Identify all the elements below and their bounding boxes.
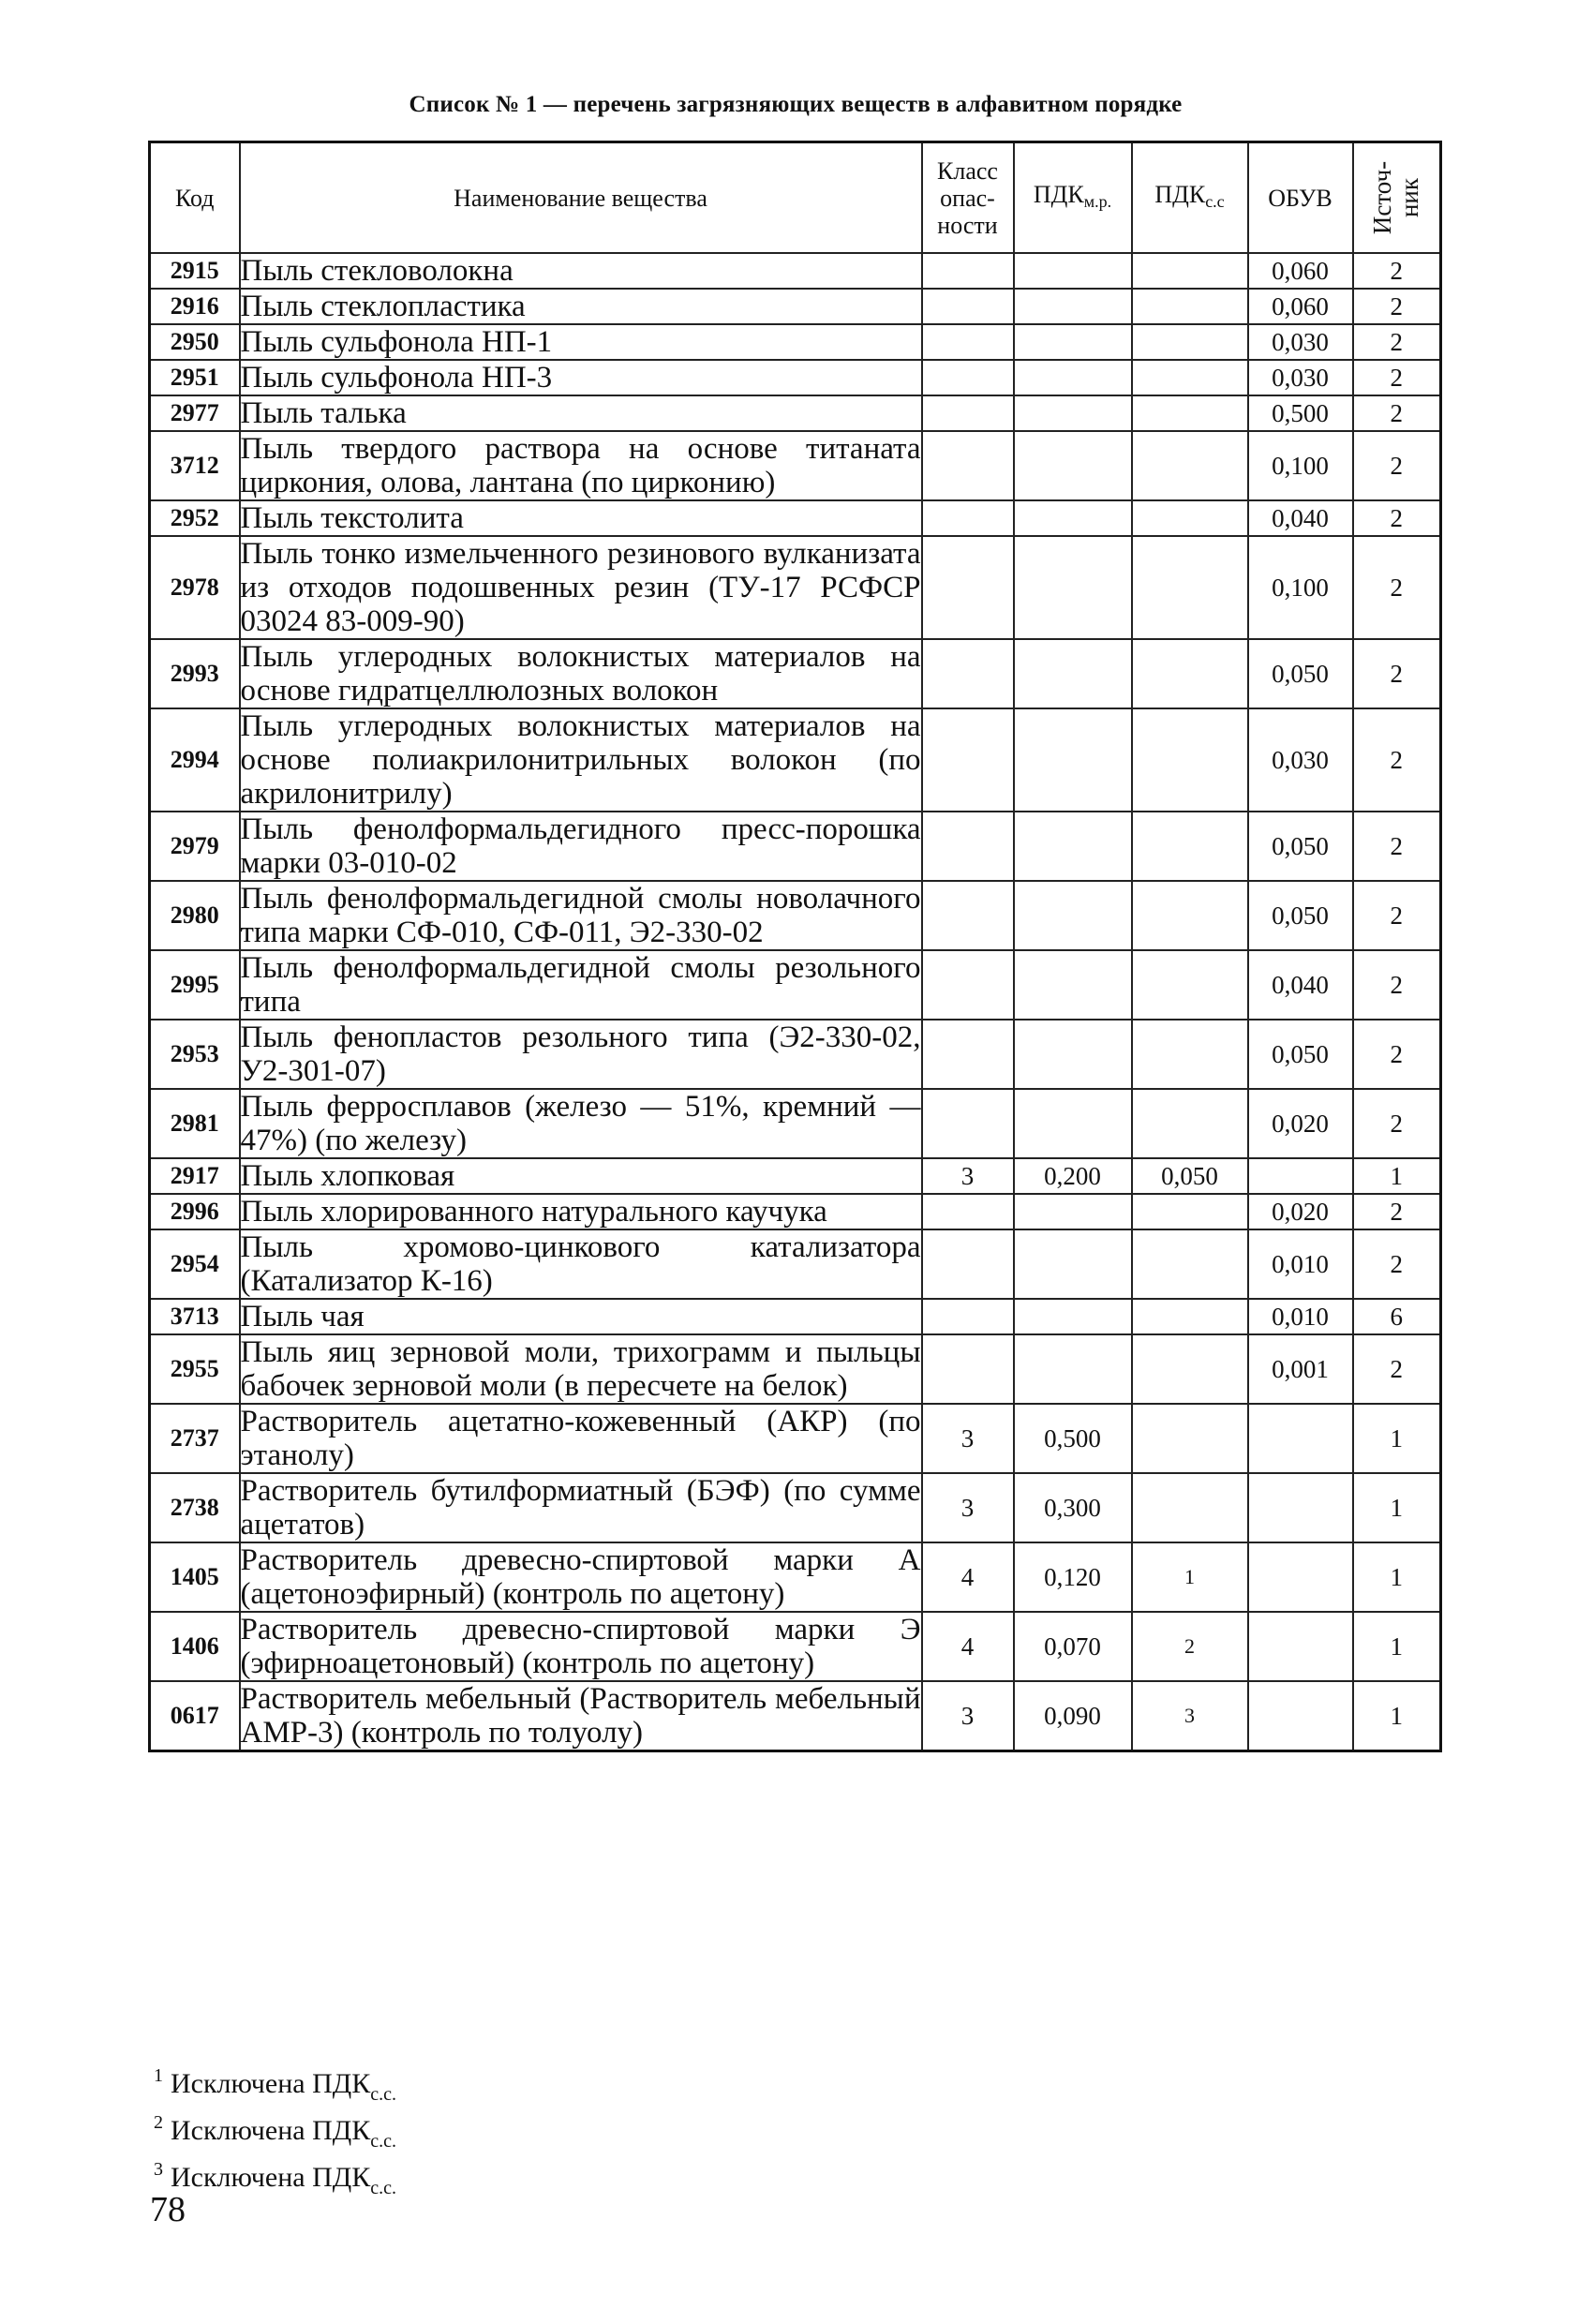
cell-code: 2738 [150,1473,240,1542]
cell-source: 1 [1353,1681,1441,1751]
cell-hazard-class [922,1299,1014,1334]
cell-source: 1 [1353,1158,1441,1194]
table-row [150,1158,1441,1194]
table-row [150,639,1441,708]
cell-code: 2951 [150,360,240,395]
cell-code: 3712 [150,431,240,500]
cell-pdk-ss [1132,1229,1248,1299]
table-row [150,1542,1441,1612]
cell-code: 2977 [150,395,240,431]
cell-hazard-class [922,950,1014,1020]
cell-obuv: 0,500 [1248,395,1353,431]
cell-obuv: 0,050 [1248,1020,1353,1089]
cell-source: 2 [1353,1089,1441,1158]
cell-pdk-ss [1132,536,1248,639]
footnote-sub: с.с. [370,2178,396,2198]
header-source-line2: ник [1395,177,1424,218]
cell-pdk-mr [1014,360,1132,395]
cell-name: Пыль текстолита [240,500,922,536]
cell-pdk-ss [1132,950,1248,1020]
cell-source: 2 [1353,431,1441,500]
header-pdk-ss-label: ПДК [1154,180,1206,208]
footnote-1 [154,2062,396,2108]
header-source-line1: Источ- [1368,160,1397,235]
header-hazard-class-line2: опас- [940,184,995,212]
cell-pdk-mr [1014,500,1132,536]
cell-name: Пыль углеродных волокнистых материалов на основе полиакрилонитрильных волокон (по акрилонитрилу) [240,709,921,811]
cell-pdk-ss: 0,050 [1132,1158,1248,1194]
cell-name: Пыль ферросплавов (железо — 51%, кремний — 47%) (по железу) [240,1090,921,1157]
footnote-mark: 2 [154,2112,163,2133]
cell-source: 1 [1353,1542,1441,1612]
cell-obuv: 0,050 [1248,639,1353,708]
cell-obuv: 0,040 [1248,500,1353,536]
cell-code: 3713 [150,1299,240,1334]
cell-name: Пыль стекловолокна [240,253,922,289]
cell-code: 2994 [150,708,240,812]
header-code: Код [150,142,240,254]
footnote-2 [154,2108,396,2155]
cell-code: 2996 [150,1194,240,1229]
cell-name: Пыль хлорированного натурального каучука [240,1194,922,1229]
cell-code: 2916 [150,289,240,324]
cell-hazard-class [922,253,1014,289]
cell-code: 2917 [150,1158,240,1194]
cell-obuv: 0,030 [1248,324,1353,360]
cell-pdk-ss [1132,431,1248,500]
table-row [150,950,1441,1020]
footnote-mark: 3 [154,2159,163,2180]
cell-hazard-class [922,1194,1014,1229]
cell-obuv [1248,1681,1353,1751]
cell-code: 2953 [150,1020,240,1089]
cell-name: Растворитель древесно-спиртовой марки А (ацетоноэфирный) (контроль по ацетону) [240,1543,921,1611]
footnotes [154,2062,396,2202]
cell-obuv: 0,010 [1248,1229,1353,1299]
cell-name: Пыль хромово-цинкового катализатора (Катализатор К-16) [240,1230,921,1298]
header-name: Наименование вещества [240,142,922,254]
table-row [150,1194,1441,1229]
cell-obuv: 0,050 [1248,812,1353,881]
cell-pdk-ss [1132,324,1248,360]
cell-code: 2915 [150,253,240,289]
cell-pdk-ss [1132,1404,1248,1473]
cell-pdk-mr: 0,500 [1014,1404,1132,1473]
table-body [150,253,1441,1751]
cell-pdk-mr: 0,120 [1014,1542,1132,1612]
footnote-text: Исключена ПДК [171,2068,371,2099]
cell-pdk-mr: 0,300 [1014,1473,1132,1542]
cell-name: Пыль талька [240,395,922,431]
table-row [150,1681,1441,1751]
cell-name: Растворитель мебельный (Растворитель мебельный АМР-3) (контроль по толуолу) [240,1682,921,1750]
cell-pdk-mr [1014,1334,1132,1404]
cell-pdk-ss [1132,1194,1248,1229]
cell-hazard-class [922,500,1014,536]
cell-pdk-mr [1014,536,1132,639]
table-row [150,500,1441,536]
cell-source: 2 [1353,1194,1441,1229]
header-pdk-mr [1014,142,1132,254]
header-pdk-mr-sub: м.р. [1083,191,1112,211]
cell-hazard-class [922,881,1014,950]
cell-hazard-class: 4 [922,1542,1014,1612]
header-row [150,142,1441,254]
cell-obuv [1248,1473,1353,1542]
cell-hazard-class [922,360,1014,395]
cell-hazard-class: 3 [922,1404,1014,1473]
cell-obuv [1248,1612,1353,1681]
cell-obuv: 0,020 [1248,1089,1353,1158]
cell-hazard-class [922,536,1014,639]
header-pdk-ss-sub: с.с [1205,191,1225,211]
table-row [150,1473,1441,1542]
cell-pdk-ss [1132,1334,1248,1404]
cell-code: 2737 [150,1404,240,1473]
cell-pdk-mr [1014,431,1132,500]
header-hazard-class [922,142,1014,254]
cell-pdk-mr [1014,253,1132,289]
cell-pdk-mr [1014,1089,1132,1158]
cell-pdk-mr [1014,1194,1132,1229]
cell-pdk-mr [1014,1299,1132,1334]
cell-pdk-ss: 3 [1132,1681,1248,1751]
cell-source: 2 [1353,395,1441,431]
cell-source: 2 [1353,639,1441,708]
cell-code: 2955 [150,1334,240,1404]
cell-name: Пыль твердого раствора на основе титаната циркония, олова, лантана (по цирконию) [240,432,921,499]
cell-hazard-class [922,431,1014,500]
cell-obuv: 0,001 [1248,1334,1353,1404]
cell-hazard-class: 4 [922,1612,1014,1681]
table-row [150,708,1441,812]
cell-name: Пыль сульфонола НП-1 [240,324,922,360]
cell-code: 1406 [150,1612,240,1681]
table-row [150,1334,1441,1404]
table-row [150,1020,1441,1089]
table-row [150,324,1441,360]
cell-pdk-ss: 1 [1132,1542,1248,1612]
cell-pdk-ss [1132,500,1248,536]
cell-pdk-mr [1014,324,1132,360]
cell-obuv: 0,040 [1248,950,1353,1020]
cell-pdk-mr: 0,090 [1014,1681,1132,1751]
cell-hazard-class [922,1089,1014,1158]
cell-name: Растворитель ацетатно-кожевенный (АКР) (по этанолу) [240,1405,921,1472]
cell-code: 1405 [150,1542,240,1612]
cell-source: 2 [1353,253,1441,289]
cell-source: 2 [1353,289,1441,324]
footnote-text: Исключена ПДК [171,2162,371,2193]
cell-name: Пыль углеродных волокнистых материалов на основе гидратцеллюлозных волокон [240,640,921,708]
cell-source: 6 [1353,1299,1441,1334]
cell-obuv: 0,020 [1248,1194,1353,1229]
cell-pdk-ss [1132,1020,1248,1089]
cell-obuv: 0,010 [1248,1299,1353,1334]
cell-source: 2 [1353,812,1441,881]
cell-name: Пыль яиц зерновой моли, трихограмм и пыльцы бабочек зерновой моли (в пересчете на белок) [240,1335,921,1403]
footnote-sub: с.с. [370,2131,396,2152]
cell-source: 2 [1353,360,1441,395]
cell-hazard-class [922,1334,1014,1404]
cell-hazard-class [922,289,1014,324]
cell-pdk-ss [1132,253,1248,289]
cell-source: 1 [1353,1473,1441,1542]
cell-pdk-ss [1132,708,1248,812]
cell-source: 2 [1353,324,1441,360]
table-row [150,812,1441,881]
cell-pdk-ss [1132,360,1248,395]
cell-code: 0617 [150,1681,240,1751]
table-row [150,1089,1441,1158]
cell-name: Растворитель древесно-спиртовой марки Э (эфирноацетоновый) (контроль по ацетону) [240,1613,921,1680]
cell-name: Пыль чая [240,1299,922,1334]
cell-pdk-ss [1132,1473,1248,1542]
cell-hazard-class [922,639,1014,708]
cell-pdk-ss [1132,1299,1248,1334]
cell-code: 2978 [150,536,240,639]
cell-pdk-mr: 0,200 [1014,1158,1132,1194]
cell-obuv: 0,030 [1248,360,1353,395]
cell-code: 2952 [150,500,240,536]
list-title: Список № 1 — перечень загрязняющих веществ в алфавитном порядке [409,92,1183,117]
cell-hazard-class [922,324,1014,360]
cell-pdk-mr [1014,1229,1132,1299]
footnote-text: Исключена ПДК [171,2115,371,2146]
cell-obuv: 0,060 [1248,253,1353,289]
cell-source: 2 [1353,1334,1441,1404]
cell-name: Пыль фенолформальдегидной смолы новолачного типа марки СФ-010, СФ-011, Э2-330-02 [240,882,921,949]
cell-pdk-mr [1014,950,1132,1020]
cell-hazard-class: 3 [922,1158,1014,1194]
cell-hazard-class [922,1229,1014,1299]
cell-pdk-ss [1132,289,1248,324]
cell-name: Пыль фенопластов резольного типа (Э2-330-02, У2-301-07) [240,1020,921,1088]
cell-hazard-class: 3 [922,1681,1014,1751]
cell-code: 2950 [150,324,240,360]
cell-obuv: 0,100 [1248,536,1353,639]
cell-hazard-class [922,1020,1014,1089]
cell-source: 2 [1353,536,1441,639]
cell-name: Пыль фенолформальдегидной смолы резольного типа [240,951,921,1019]
table-row [150,1404,1441,1473]
header-pdk-ss [1132,142,1248,254]
table-row [150,289,1441,324]
footnote-sub: с.с. [370,2084,396,2105]
cell-obuv [1248,1158,1353,1194]
cell-pdk-ss [1132,395,1248,431]
cell-name: Пыль стеклопластика [240,289,922,324]
cell-pdk-mr [1014,881,1132,950]
cell-obuv: 0,050 [1248,881,1353,950]
cell-source: 1 [1353,1612,1441,1681]
cell-pdk-ss [1132,881,1248,950]
cell-source: 1 [1353,1404,1441,1473]
page-number: 78 [150,2190,186,2229]
cell-code: 2979 [150,812,240,881]
cell-hazard-class: 3 [922,1473,1014,1542]
header-hazard-class-line3: ности [937,211,998,239]
header-source [1353,142,1441,254]
cell-code: 2980 [150,881,240,950]
cell-obuv: 0,100 [1248,431,1353,500]
cell-obuv [1248,1404,1353,1473]
cell-obuv: 0,060 [1248,289,1353,324]
cell-hazard-class [922,395,1014,431]
header-obuv: ОБУВ [1248,142,1353,254]
table-row [150,1299,1441,1334]
table-row [150,360,1441,395]
cell-code: 2954 [150,1229,240,1299]
header-hazard-class-line1: Класс [937,156,998,185]
cell-obuv: 0,030 [1248,708,1353,812]
cell-pdk-mr [1014,395,1132,431]
cell-pdk-mr [1014,639,1132,708]
cell-source: 2 [1353,881,1441,950]
cell-source: 2 [1353,950,1441,1020]
cell-name: Пыль сульфонола НП-3 [240,360,922,395]
cell-hazard-class [922,812,1014,881]
table-row [150,881,1441,950]
cell-pdk-mr [1014,812,1132,881]
footnote-3 [154,2155,396,2202]
cell-pdk-ss [1132,812,1248,881]
cell-hazard-class [922,708,1014,812]
cell-source: 2 [1353,500,1441,536]
table-row [150,253,1441,289]
cell-name: Пыль хлопковая [240,1158,922,1194]
cell-pdk-ss [1132,1089,1248,1158]
footnote-mark: 1 [154,2065,163,2086]
cell-code: 2993 [150,639,240,708]
cell-pdk-mr [1014,1020,1132,1089]
cell-code: 2995 [150,950,240,1020]
cell-name: Пыль фенолформальдегидного пресс-порошка марки 03-010-02 [240,812,921,880]
header-pdk-mr-label: ПДК [1033,180,1084,208]
cell-source: 2 [1353,1020,1441,1089]
cell-source: 2 [1353,708,1441,812]
cell-name: Пыль тонко измельченного резинового вулканизата из отходов подошвенных резин (ТУ-17 РСФСР 03024 83-009-90) [240,537,921,638]
table-row [150,431,1441,500]
table-row [150,395,1441,431]
table-row [150,1229,1441,1299]
cell-source: 2 [1353,1229,1441,1299]
cell-code: 2981 [150,1089,240,1158]
cell-name: Растворитель бутилформиатный (БЭФ) (по сумме ацетатов) [240,1474,921,1542]
pollutants-table [148,141,1442,1752]
cell-pdk-ss: 2 [1132,1612,1248,1681]
table-row [150,1612,1441,1681]
cell-pdk-mr [1014,708,1132,812]
table-row [150,536,1441,639]
cell-pdk-mr: 0,070 [1014,1612,1132,1681]
cell-pdk-mr [1014,289,1132,324]
cell-obuv [1248,1542,1353,1612]
cell-pdk-ss [1132,639,1248,708]
